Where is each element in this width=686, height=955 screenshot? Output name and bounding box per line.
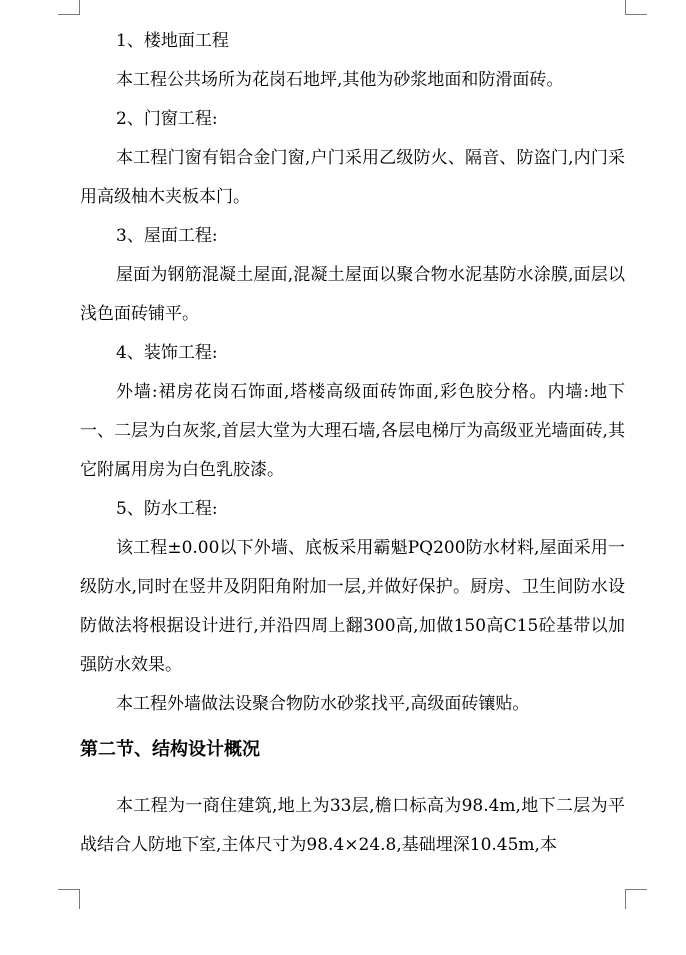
crop-mark-top-left-vertical: [79, 0, 80, 14]
subheading-decoration-works: 4、装饰工程:: [116, 343, 218, 363]
subheading-floor-works: 1、楼地面工程: [116, 31, 229, 51]
paragraph-doors-windows: 本工程门窗有铝合金门窗,户门采用乙级防火、隔音、防盗门,内门采用高级柚木夹板本门。: [80, 148, 625, 207]
paragraph-waterproofing-works: 该工程±0.00以下外墙、底板采用霸魁PQ200防水材料,屋面采用一级防水,同时在竖井及阴阳角附加一层,并做好保护。厨房、卫生间防水设防做法将根据设计进行,并沿四周上翻300高,加做150高C15砼基带以加强防水效果。: [80, 538, 625, 675]
paragraph-decoration-works: 外墙:裙房花岗石饰面,塔楼高级面砖饰面,彩色胶分格。内墙:地下一、二层为白灰浆,首层大堂为大理石墙,各层电梯厅为高级亚光墙面砖,其它附属用房为白色乳胶漆。: [80, 382, 625, 480]
section-heading: 第二节、结构设计概况: [80, 739, 260, 760]
paragraph-exterior-wall: 本工程外墙做法设聚合物防水砂浆找平,高级面砖镶贴。: [116, 694, 530, 714]
crop-mark-top-right-vertical: [625, 0, 626, 14]
subheading-doors-windows: 2、门窗工程:: [116, 109, 218, 129]
paragraph-roof-works: 屋面为钢筋混凝土屋面,混凝土屋面以聚合物水泥基防水涂膜,面层以浅色面砖铺平。: [80, 265, 625, 324]
crop-mark-bottom-left-horizontal: [58, 889, 80, 890]
document-body: [80, 22, 625, 865]
crop-mark-bottom-left-vertical: [79, 889, 80, 909]
paragraph-floor-works: 本工程公共场所为花岗石地坪,其他为砂浆地面和防滑面砖。: [116, 70, 564, 90]
crop-mark-top-left-horizontal: [58, 14, 80, 15]
subheading-waterproofing-works: 5、防水工程:: [116, 499, 218, 519]
crop-mark-top-right-horizontal: [625, 14, 647, 15]
crop-mark-bottom-right-vertical: [625, 889, 626, 909]
crop-mark-bottom-right-horizontal: [625, 889, 647, 890]
subheading-roof-works: 3、屋面工程:: [116, 226, 218, 246]
paragraph-structure-overview: 本工程为一商住建筑,地上为33层,檐口标高为98.4m,地下二层为平战结合人防地下室,主体尺寸为98.4×24.8,基础埋深10.45m,本: [80, 796, 625, 855]
